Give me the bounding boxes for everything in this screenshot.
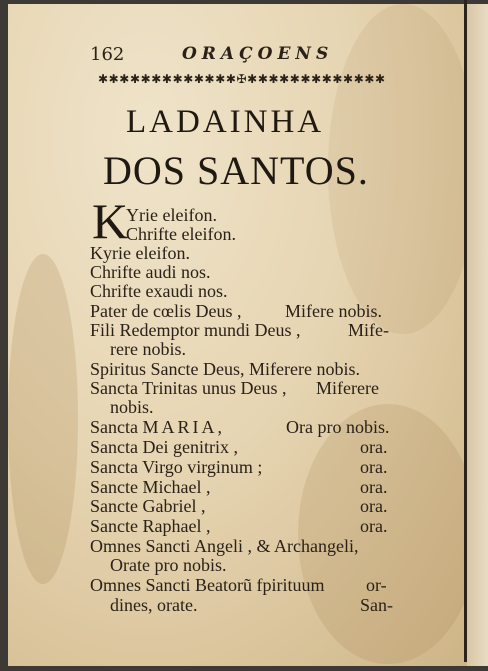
litany-line: Orate pro nobis. <box>110 555 227 575</box>
litany-line: Chrifte exaudi nos. <box>90 281 228 301</box>
page-number: 162 <box>90 44 125 65</box>
response: Ora pro nobis. <box>286 417 390 437</box>
litany-line: Yrie eleifon. <box>126 205 217 225</box>
ornamental-rule: ✱✱✱✱✱✱✱✱✱✱✱✱✱✠✱✱✱✱✱✱✱✱✱✱✱✱✱ <box>98 72 386 86</box>
litany-line: Sancte Michael , ora. <box>90 477 388 497</box>
name-maria: MARIA, <box>142 417 225 437</box>
title-line-1: LADAINHA <box>126 104 325 140</box>
paper-stain <box>8 254 78 584</box>
running-title: ORAÇOENS <box>182 44 334 64</box>
litany-line: Pater de cœlis Deus , Mifere nobis. <box>90 301 382 321</box>
litany-line: Sancte Raphael , ora. <box>90 516 388 536</box>
litany-line: Sancta MARIA, Ora pro nobis. <box>90 417 390 437</box>
litany-line: Omnes Sancti Angeli , & Archangeli, <box>90 536 359 556</box>
response: ora. <box>360 477 388 497</box>
litany-line: Spiritus Sancte Deus, Miferere nobis. <box>90 359 360 379</box>
litany-line: Fili Redemptor mundi Deus , Mife- <box>90 320 389 340</box>
drop-cap: K <box>92 193 129 249</box>
litany-line: Chrifte audi nos. <box>90 262 211 282</box>
response: ora. <box>360 457 388 477</box>
facing-page-edge <box>467 4 488 666</box>
litany-line: Sancta Dei genitrix , ora. <box>90 437 388 457</box>
litany-line: Sancte Gabriel , ora. <box>90 496 388 516</box>
response: Miferere <box>316 378 379 398</box>
response: ora. <box>360 437 388 457</box>
response: Mife- <box>348 320 389 340</box>
book-page <box>8 4 474 666</box>
litany-line: Chrifte eleifon. <box>126 224 236 244</box>
litany-line: nobis. <box>110 397 154 417</box>
response: ora. <box>360 496 388 516</box>
response: Mifere nobis. <box>285 301 382 321</box>
litany-line: dines, orate. San- <box>110 595 393 615</box>
running-head <box>90 44 390 68</box>
response: or- <box>366 575 387 595</box>
title-line-2: DOS SANTOS. <box>103 148 369 193</box>
litany-line: Sancta Trinitas unus Deus , Miferere <box>90 378 379 398</box>
litany-line: Kyrie eleifon. <box>90 243 190 263</box>
litany-line: rere nobis. <box>110 339 186 359</box>
litany-line: Sancta Virgo virginum ; ora. <box>90 457 388 477</box>
catchword: San- <box>360 595 393 615</box>
response: ora. <box>360 516 388 536</box>
litany-line: Omnes Sancti Beatorũ fpirituum or- <box>90 575 387 595</box>
